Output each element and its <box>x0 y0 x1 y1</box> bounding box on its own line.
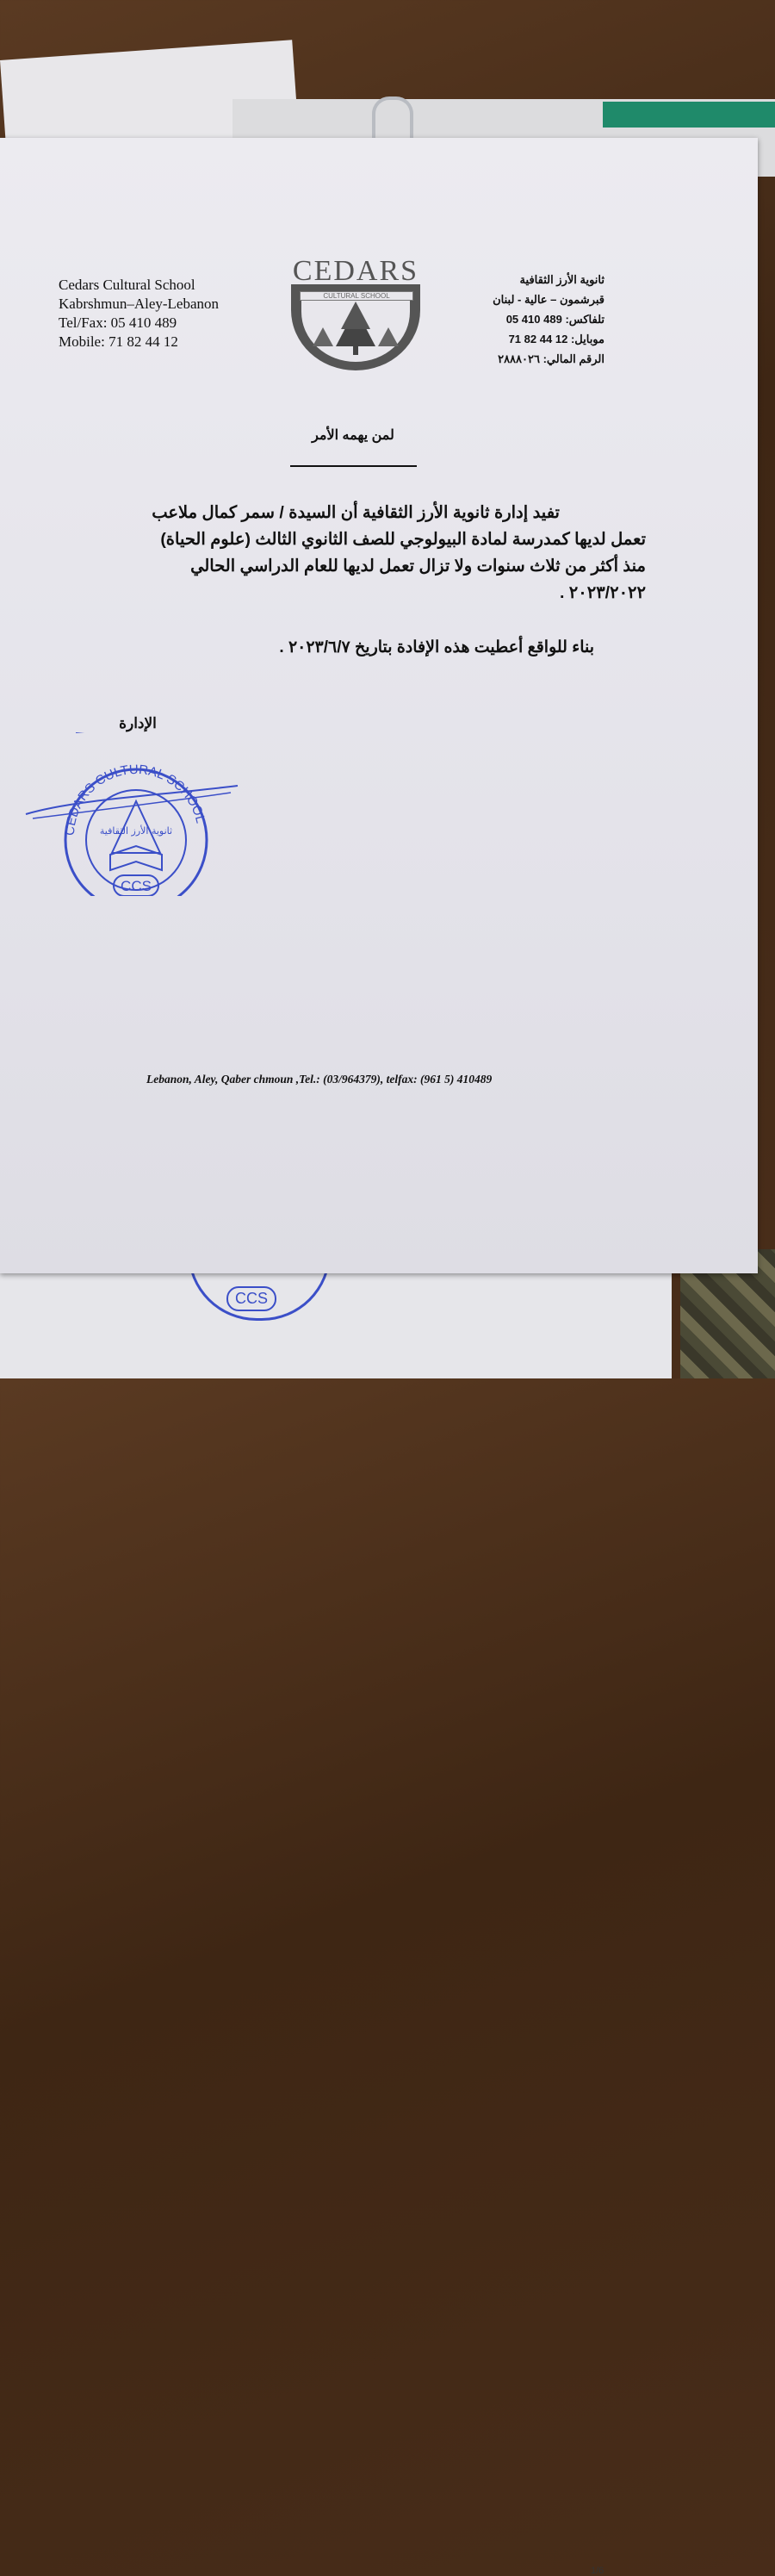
svg-text:ثانوية الأرز الثقافية: ثانوية الأرز الثقافية <box>99 825 173 837</box>
school-mobile-ar: موبايل: 12 44 82 71 <box>508 333 604 345</box>
school-stamp <box>24 732 239 896</box>
svg-text:CCS: CCS <box>121 878 152 894</box>
page-number: 1/6 <box>591 2566 604 2576</box>
logo-subtitle: CULTURAL SCHOOL <box>300 291 413 301</box>
school-name-en: Cedars Cultural School <box>59 277 195 293</box>
logo-title: CEDARS <box>292 255 419 287</box>
document-page <box>0 138 758 1273</box>
body-line-3: منذ أكثر من ثلاث سنوات ولا تزال تعمل لديها للعام الدراسي الحالي <box>190 557 646 576</box>
letter-heading: لمن يهمه الأمر <box>312 428 394 443</box>
school-telfax-en: Tel/Fax: 05 410 489 <box>59 314 177 331</box>
school-name-ar: ثانوية الأرز الثقافية <box>519 273 604 286</box>
body-line-1: تفيد إدارة ثانوية الأرز الثقافية أن السيدة / سمر كمال ملاعب <box>152 503 560 522</box>
green-folder <box>603 102 775 128</box>
school-logo <box>284 250 427 370</box>
svg-text:CEDARS CULTURAL SCHOOL: CEDARS CULTURAL SCHOOL <box>62 762 208 837</box>
signature-label: الإدارة <box>119 715 157 731</box>
school-telfax-ar: تلفاكس: 489 410 05 <box>505 313 604 326</box>
school-finance-ar: الرقم المالي: ٢٨٨٨٠٢٦ <box>498 352 604 365</box>
heading-underline <box>290 465 417 467</box>
body-line-2: تعمل لديها كمدرسة لمادة البيولوجي للصف الثانوي الثالث (علوم الحياة) <box>160 530 646 549</box>
header-arabic <box>493 270 604 369</box>
stamp-icon <box>24 732 239 896</box>
letter-footer: Lebanon, Aley, Qaber chmoun ,Tel.: (03/964379), telfax: (961 5) 410489 <box>146 1073 493 1086</box>
letter-closing: بناء للواقع أعطيت هذه الإفادة بتاريخ ٢٠٢٣/٦/٧ . <box>279 638 594 656</box>
header-english <box>59 276 219 352</box>
body-line-4: ٢٠٢٣/٢٠٢٢ . <box>559 583 646 602</box>
bottom-stamp-initials: CCS <box>226 1286 276 1311</box>
school-address-en: Kabrshmun–Aley-Lebanon <box>59 296 220 312</box>
school-mobile-en: Mobile: 71 82 44 12 <box>59 333 178 350</box>
school-address-ar: قبرشمون – عالية - لبنان <box>493 293 604 306</box>
next-page-sheet <box>0 1266 672 2576</box>
letter-body <box>53 500 646 607</box>
